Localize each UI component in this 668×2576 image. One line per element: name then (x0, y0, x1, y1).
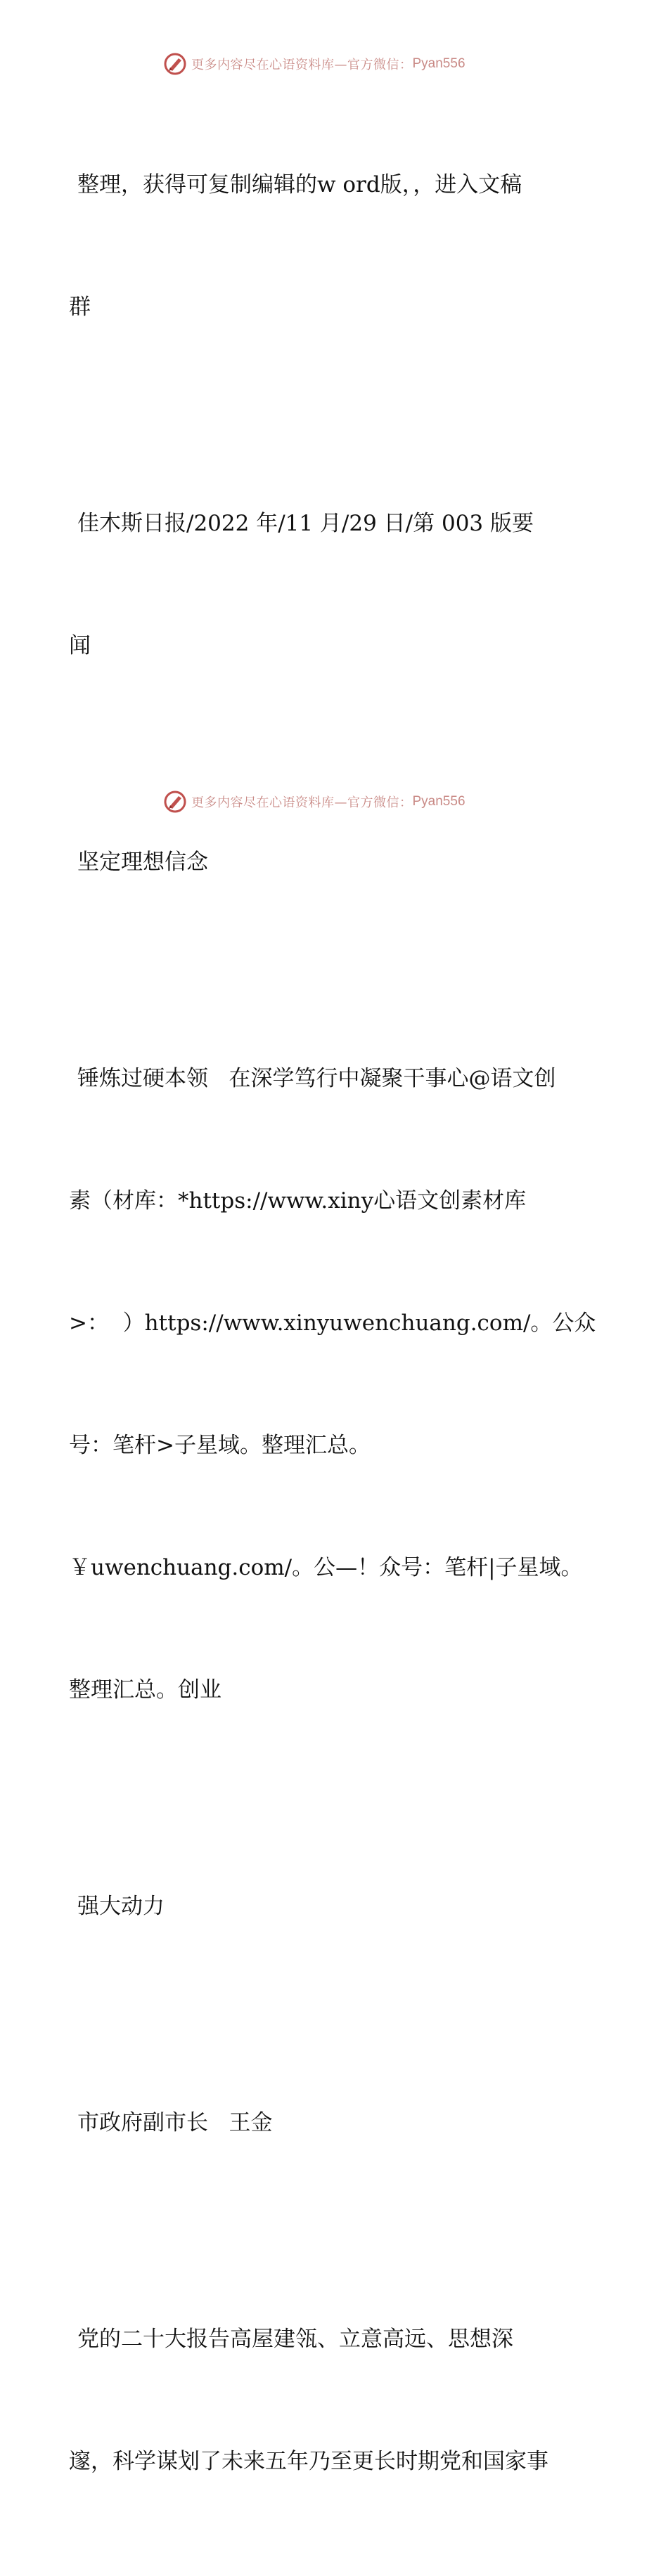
pen-logo-icon (163, 790, 187, 814)
text-line: 整理汇总。创业 (69, 1677, 221, 1703)
pen-logo-icon (163, 52, 187, 76)
text-line: 闻 (69, 633, 91, 658)
watermark-text: 更多内容尽在心语资料库—官方微信： (191, 795, 413, 810)
text-line: >： ）https://www.xinyuwenchuang.com/。公众 (69, 1310, 596, 1336)
text-line: 市政府副市长 王金 (77, 2110, 273, 2135)
text-line: 锤炼过硬本领 在深学笃行中凝聚干事心@语文创 (77, 1066, 556, 1091)
text-line: 党的二十大报告高屋建瓴、立意高远、思想深 (77, 2327, 513, 2352)
text-line: 佳木斯日报/2022 年/11 月/29 日/第 003 版要 (77, 511, 534, 536)
header-watermark (163, 52, 465, 76)
paragraph (69, 422, 603, 748)
text-line: 坚定理想信念 (77, 850, 208, 875)
text-line: 素（材库：*https://www.xiny心语文创素材库 (69, 1188, 527, 1214)
paragraph (69, 977, 603, 1792)
watermark-wechat-id: Pyan556 (412, 56, 465, 71)
text-line: 号：笔杆>子星域。整理汇总。 (69, 1433, 371, 1458)
paragraph (69, 83, 603, 409)
paragraph (69, 2237, 603, 2563)
document-body (69, 83, 603, 2576)
watermark-wechat-id: Pyan556 (412, 794, 465, 809)
footer-watermark (163, 790, 465, 814)
text-line: 邃，科学谋划了未来五年乃至更长时期党和国家事 (69, 2449, 548, 2474)
text-line: ￥uwenchuang.com/。公—！众号：笔杆|子星域。 (69, 1555, 583, 1580)
watermark-text: 更多内容尽在心语资料库—官方微信： (191, 58, 413, 72)
text-line: 强大动力 (77, 1894, 165, 1919)
text-line: 整理，获得可复制编辑的w ord版，，进入文稿 (77, 172, 522, 197)
paragraph (69, 1804, 603, 2008)
paragraph (69, 2021, 603, 2225)
text-line: 群 (69, 294, 91, 320)
